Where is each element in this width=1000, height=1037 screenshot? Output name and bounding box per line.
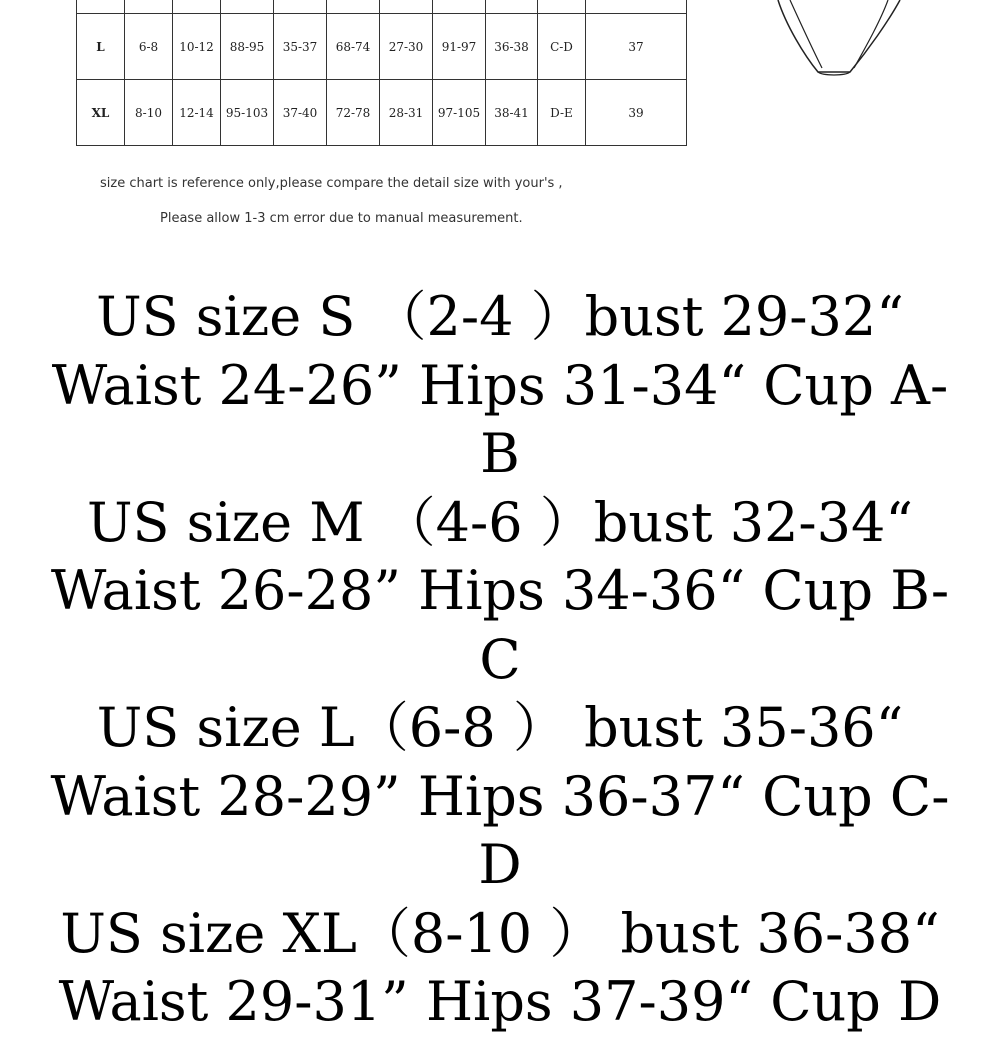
size-chart-cell: 39 bbox=[586, 80, 687, 146]
size-chart-cell: 36-38 bbox=[486, 14, 538, 80]
size-chart-row bbox=[77, 80, 687, 146]
size-chart-note-reference: size chart is reference only,please compare the detail size with your's , bbox=[100, 176, 563, 191]
size-chart-cell: 12-14 bbox=[173, 80, 221, 146]
us-size-list bbox=[0, 283, 1000, 1037]
size-chart-cell: 6-8 bbox=[125, 14, 173, 80]
size-chart-cell: 88-95 bbox=[221, 14, 274, 80]
size-chart-size-label bbox=[77, 0, 125, 14]
size-chart-cell bbox=[274, 0, 327, 14]
size-chart-cell: 37 bbox=[586, 14, 687, 80]
size-chart-cell bbox=[221, 0, 274, 14]
size-chart-cell bbox=[586, 0, 687, 14]
size-chart-cell bbox=[538, 0, 586, 14]
size-chart-cell: C-D bbox=[538, 14, 586, 80]
size-chart-cell: 10-12 bbox=[173, 14, 221, 80]
size-chart-cell: D-E bbox=[538, 80, 586, 146]
swimsuit-bottom-illustration bbox=[770, 0, 910, 80]
size-chart-cell bbox=[327, 0, 380, 14]
size-chart-cell: 97-105 bbox=[433, 80, 486, 146]
size-chart-cell: 91-97 bbox=[433, 14, 486, 80]
size-chart-note-error: Please allow 1-3 cm error due to manual measurement. bbox=[160, 211, 523, 226]
us-size-l: US size L（6-8 ） bust 35-36“ Waist 28-29” Hips 36-37“ Cup C-D bbox=[50, 696, 950, 896]
size-chart-table bbox=[76, 0, 687, 146]
us-size-m: US size M （4-6 ）bust 32-34“ Waist 26-28” Hips 34-36“ Cup B-C bbox=[50, 490, 950, 691]
size-chart-cell: 27-30 bbox=[380, 14, 433, 80]
size-chart-cell bbox=[433, 0, 486, 14]
size-chart-cell: 68-74 bbox=[327, 14, 380, 80]
size-chart-size-label: XL bbox=[77, 80, 125, 146]
size-chart-row bbox=[77, 14, 687, 80]
size-chart-size-label: L bbox=[77, 14, 125, 80]
size-chart-cell bbox=[125, 0, 173, 14]
size-chart-cell: 72-78 bbox=[327, 80, 380, 146]
size-chart-cell: 37-40 bbox=[274, 80, 327, 146]
us-size-s: US size S （2-4 ）bust 29-32“ Waist 24-26” Hips 31-34“ Cup A-B bbox=[51, 285, 949, 485]
size-chart-cell bbox=[486, 0, 538, 14]
size-chart-cell: 35-37 bbox=[274, 14, 327, 80]
size-chart-cell bbox=[173, 0, 221, 14]
size-chart-cell: 8-10 bbox=[125, 80, 173, 146]
size-chart-cell: 28-31 bbox=[380, 80, 433, 146]
us-size-xl: US size XL（8-10 ） bust 36-38“ Waist 29-31” Hips 37-39“ Cup D bbox=[58, 901, 942, 1033]
size-chart-cell bbox=[380, 0, 433, 14]
size-chart-cell: 95-103 bbox=[221, 80, 274, 146]
size-chart-body bbox=[77, 0, 687, 146]
size-chart-cell: 38-41 bbox=[486, 80, 538, 146]
size-chart-row bbox=[77, 0, 687, 14]
